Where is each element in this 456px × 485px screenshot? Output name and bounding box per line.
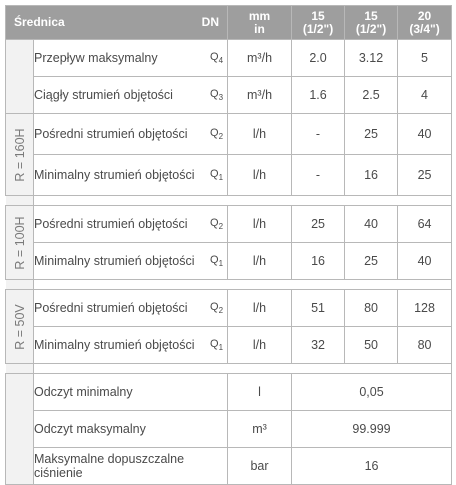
row-unit: l/h	[228, 155, 292, 196]
table-row	[6, 114, 452, 155]
row-value: 4	[398, 77, 452, 114]
sym-sub: 1	[218, 343, 224, 353]
row-label-text: Pośredni strumień objętości	[34, 216, 188, 231]
header-title: Średnica	[14, 15, 65, 29]
header-unit: mm in	[228, 6, 292, 40]
row-value: 5	[398, 40, 452, 77]
row-value: 80	[345, 290, 398, 327]
row-unit: l/h	[228, 327, 292, 364]
header-row	[6, 6, 452, 40]
sym-sub: 4	[218, 56, 224, 66]
row-unit: l/h	[228, 243, 292, 280]
row-symbol	[210, 254, 227, 268]
row-value: 40	[345, 206, 398, 243]
table-row	[6, 290, 452, 327]
row-label	[34, 155, 228, 196]
sym: Q	[210, 126, 219, 139]
header-col3: 20 (3/4")	[398, 6, 452, 40]
row-value: 1.6	[292, 77, 345, 114]
gap-cell	[34, 364, 452, 374]
section-label: R = 160H	[12, 127, 27, 182]
gap-cell	[6, 364, 34, 374]
row-value: 16	[292, 448, 452, 485]
row-value: 25	[292, 206, 345, 243]
section-r160	[6, 114, 34, 196]
sym-sub: 2	[218, 132, 224, 142]
row-label	[34, 114, 228, 155]
row-value: 0,05	[292, 374, 452, 411]
row-value: 32	[292, 327, 345, 364]
row-unit: l/h	[228, 114, 292, 155]
section-blank	[6, 374, 34, 485]
table-row	[6, 243, 452, 280]
row-symbol	[210, 301, 227, 315]
row-value: 128	[398, 290, 452, 327]
row-value: 99.999	[292, 411, 452, 448]
row-label	[34, 40, 228, 77]
row-unit: l	[228, 374, 292, 411]
header-col2: 15 (1/2")	[345, 6, 398, 40]
section-gap	[6, 280, 452, 290]
row-unit: m³	[228, 411, 292, 448]
table-row	[6, 374, 452, 411]
row-value: 25	[345, 114, 398, 155]
row-value: 51	[292, 290, 345, 327]
sym-sub: 1	[218, 259, 224, 269]
row-unit: l/h	[228, 290, 292, 327]
table-row	[6, 448, 452, 485]
row-symbol	[210, 217, 227, 231]
section-gap	[6, 364, 452, 374]
sym: Q	[210, 216, 219, 229]
row-label-text: Minimalny strumień objętości	[34, 167, 195, 182]
row-value: 2.5	[345, 77, 398, 114]
section-gap	[6, 196, 452, 206]
sym-sub: 3	[218, 93, 224, 103]
row-symbol	[210, 338, 227, 352]
row-label	[34, 206, 228, 243]
row-label: Odczyt maksymalny	[34, 411, 228, 448]
row-unit: l/h	[228, 206, 292, 243]
row-label-text: Pośredni strumień objętości	[34, 126, 188, 141]
row-value: 25	[345, 243, 398, 280]
sym: Q	[210, 167, 219, 180]
row-value: -	[292, 155, 345, 196]
section-label: R = 50V	[12, 303, 27, 350]
row-label: Maksymalne dopuszczalne ciśnienie	[34, 448, 228, 485]
row-value: 16	[345, 155, 398, 196]
row-label	[34, 77, 228, 114]
row-value: 40	[398, 243, 452, 280]
row-value: 3.12	[345, 40, 398, 77]
table-row	[6, 411, 452, 448]
table-row	[6, 77, 452, 114]
row-label	[34, 243, 228, 280]
table-row	[6, 40, 452, 77]
section-blank	[6, 40, 34, 114]
sym: Q	[210, 50, 219, 63]
row-unit: m³/h	[228, 40, 292, 77]
sym: Q	[210, 300, 219, 313]
row-value: 64	[398, 206, 452, 243]
row-value: 40	[398, 114, 452, 155]
row-value: 25	[398, 155, 452, 196]
row-symbol	[210, 127, 227, 141]
row-symbol	[210, 51, 227, 65]
row-value: 16	[292, 243, 345, 280]
sym: Q	[210, 87, 219, 100]
spec-table	[5, 5, 452, 485]
row-symbol	[210, 168, 227, 182]
header-title-cell	[6, 6, 228, 40]
header-col1: 15 (1/2")	[292, 6, 345, 40]
row-unit: m³/h	[228, 77, 292, 114]
table-row	[6, 206, 452, 243]
row-value: 50	[345, 327, 398, 364]
section-r50	[6, 290, 34, 364]
row-symbol	[210, 88, 227, 102]
section-r100	[6, 206, 34, 280]
row-unit: bar	[228, 448, 292, 485]
row-label-text: Minimalny strumień objętości	[34, 337, 195, 352]
table-row	[6, 327, 452, 364]
row-value: 80	[398, 327, 452, 364]
sym-sub: 1	[218, 173, 224, 183]
row-label-text: Pośredni strumień objętości	[34, 300, 188, 315]
gap-cell	[34, 280, 452, 290]
gap-cell	[34, 196, 452, 206]
row-label	[34, 327, 228, 364]
sym-sub: 2	[218, 306, 224, 316]
row-label: Odczyt minimalny	[34, 374, 228, 411]
row-value: 2.0	[292, 40, 345, 77]
row-label	[34, 290, 228, 327]
header-dn: DN	[201, 15, 220, 29]
row-value: -	[292, 114, 345, 155]
row-label-text: Ciągły strumień objętości	[34, 87, 173, 102]
sym: Q	[210, 253, 219, 266]
sym-sub: 2	[218, 222, 224, 232]
gap-cell	[6, 196, 34, 206]
gap-cell	[6, 280, 34, 290]
section-label: R = 100H	[12, 215, 27, 270]
row-label-text: Przepływ maksymalny	[34, 50, 158, 65]
row-label-text: Minimalny strumień objętości	[34, 253, 195, 268]
table-row	[6, 155, 452, 196]
sym: Q	[210, 337, 219, 350]
